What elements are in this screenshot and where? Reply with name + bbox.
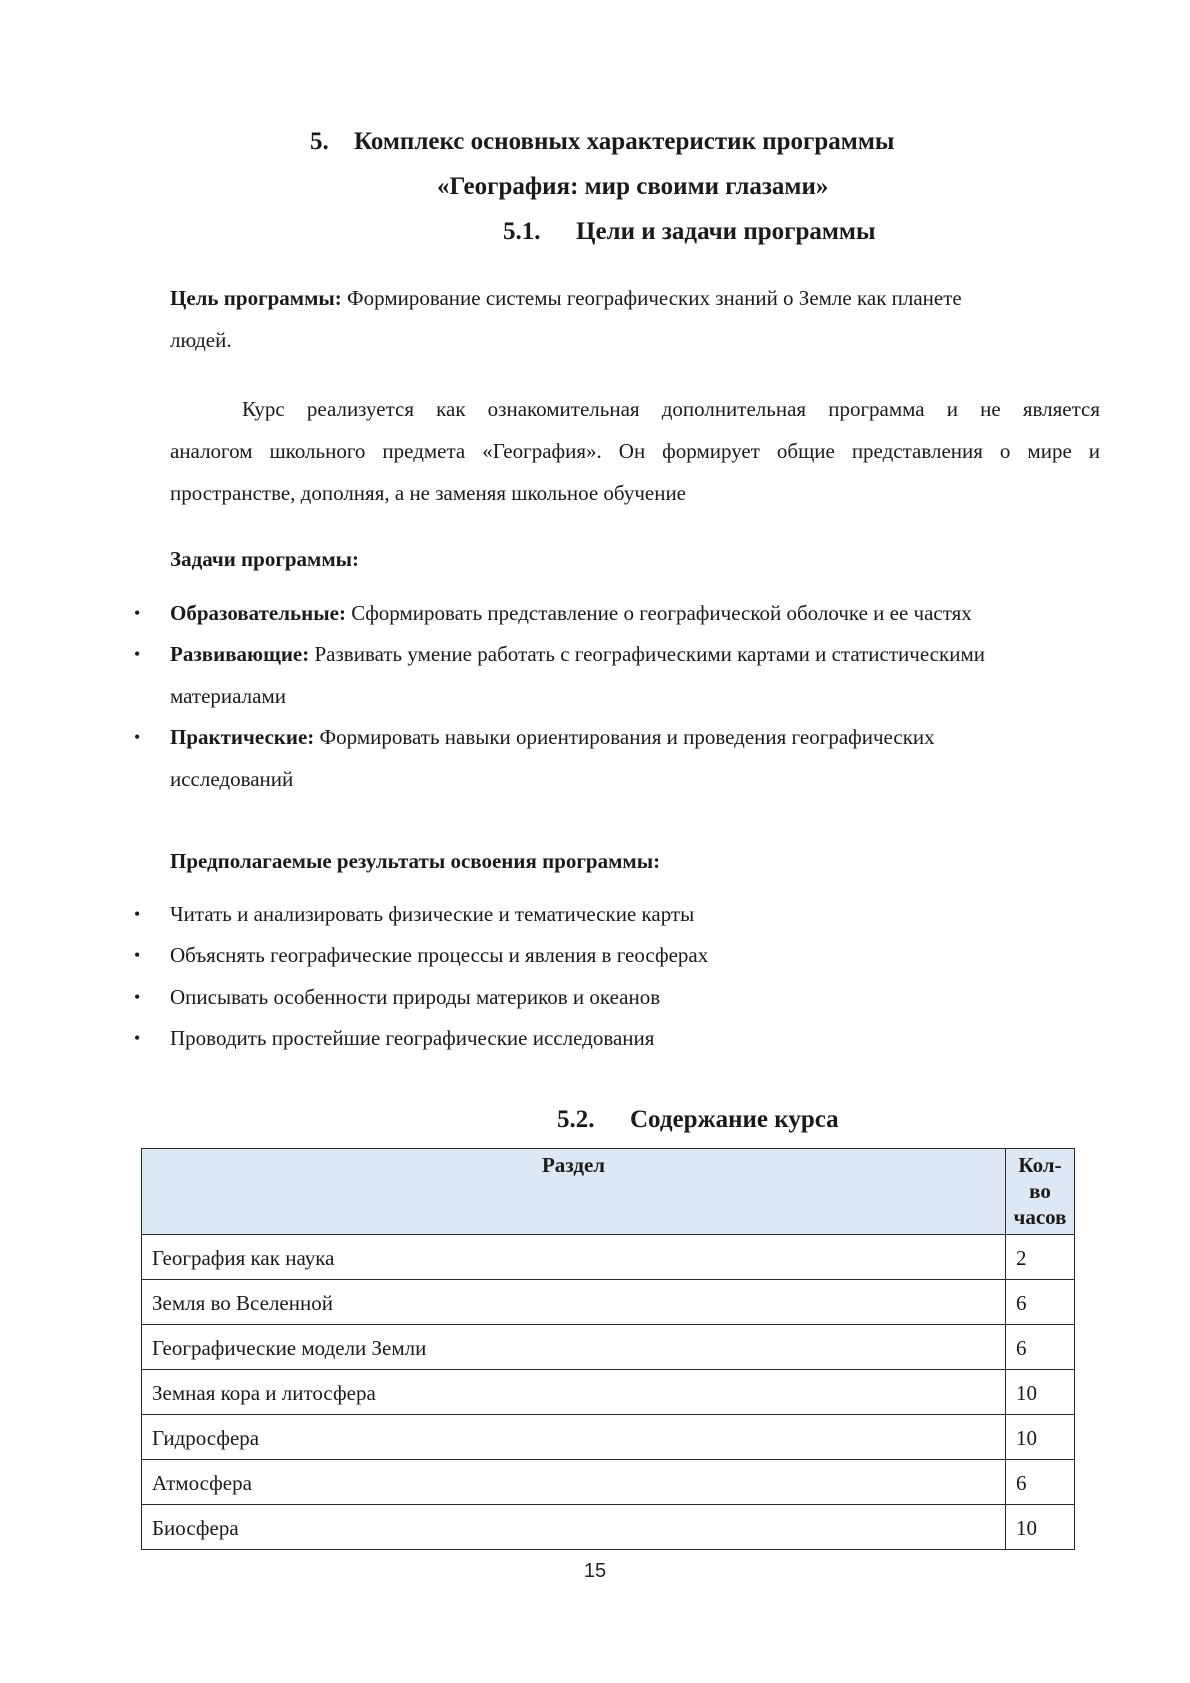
section-cell: География как наука — [142, 1235, 1006, 1280]
result-text: Проводить простейшие географические исследования — [170, 1026, 655, 1050]
hours-cell: 6 — [1006, 1325, 1075, 1370]
results-title: Предполагаемые результаты освоения программы: — [170, 849, 661, 873]
section-5-2-number: 5.2. — [557, 1106, 595, 1133]
column-header-hours: Кол- во часов — [1006, 1149, 1075, 1235]
goal-text: Формирование системы географических знаний о Земле как планете — [341, 286, 962, 310]
section-cell: Атмосфера — [142, 1460, 1006, 1505]
bullet-icon: • — [134, 1028, 141, 1048]
table-row — [142, 1415, 1075, 1460]
result-text: Читать и анализировать физические и тематические карты — [170, 902, 695, 926]
description-line: аналогом школьного предмета «География». Он формирует общие представления о мире и — [170, 439, 1100, 463]
table-row — [142, 1370, 1075, 1415]
task-text: Развивать умение работать с географическими картами и статистическими — [309, 642, 985, 666]
goal-text-continuation: людей. — [170, 328, 232, 352]
task-text: Сформировать представление о географической оболочке и ее частях — [345, 601, 972, 625]
table-row — [142, 1505, 1075, 1550]
task-text-continuation: материалами — [170, 684, 286, 708]
task-text: Формировать навыки ориентирования и проведения географических — [314, 725, 935, 749]
result-text: Описывать особенности природы материков и океанов — [170, 985, 661, 1009]
bullet-icon: • — [134, 987, 141, 1007]
task-label: Образовательные: — [170, 601, 346, 625]
section-cell: Географические модели Земли — [142, 1325, 1006, 1370]
hours-cell: 6 — [1006, 1280, 1075, 1325]
description-line: Курс реализуется как ознакомительная дополнительная программа и не является — [242, 397, 1100, 421]
section-cell: Биосфера — [142, 1505, 1006, 1550]
course-content-table — [141, 1148, 1075, 1550]
section-5-heading — [310, 127, 894, 157]
table-row — [142, 1280, 1075, 1325]
column-header-section: Раздел — [142, 1149, 1006, 1235]
section-5-1-heading — [503, 217, 875, 247]
table-row — [142, 1460, 1075, 1505]
section-cell: Гидросфера — [142, 1415, 1006, 1460]
bullet-icon: • — [134, 727, 141, 747]
page-number: 15 — [583, 1560, 607, 1582]
hours-cell: 2 — [1006, 1235, 1075, 1280]
section-cell: Земля во Вселенной — [142, 1280, 1006, 1325]
bullet-icon: • — [134, 945, 141, 965]
hours-cell: 10 — [1006, 1505, 1075, 1550]
hours-cell: 10 — [1006, 1370, 1075, 1415]
task-label: Развивающие: — [170, 642, 310, 666]
table-row — [142, 1325, 1075, 1370]
section-5-2-title: Содержание курса — [630, 1106, 839, 1133]
section-5-1-number: 5.1. — [503, 218, 541, 245]
hours-cell: 10 — [1006, 1415, 1075, 1460]
description-line: пространстве, дополняя, а не заменяя школьное обучение — [170, 481, 686, 505]
section-5-2-heading — [557, 1105, 839, 1135]
task-text-continuation: исследований — [170, 767, 294, 791]
section-5-title: Комплекс основных характеристик программы — [354, 128, 895, 155]
hours-cell: 6 — [1006, 1460, 1075, 1505]
program-name-heading: «География: мир своими глазами» — [437, 173, 829, 200]
description-paragraph — [170, 388, 1100, 514]
tasks-title: Задачи программы: — [170, 547, 360, 571]
result-text: Объяснять географические процессы и явления в геосферах — [170, 943, 709, 967]
section-5-number: 5. — [310, 128, 329, 155]
task-label: Практические: — [170, 725, 315, 749]
bullet-icon: • — [134, 644, 141, 664]
bullet-icon: • — [134, 603, 141, 623]
goal-label: Цель программы: — [170, 286, 342, 310]
table-row — [142, 1235, 1075, 1280]
table-header-row — [142, 1149, 1075, 1235]
section-cell: Земная кора и литосфера — [142, 1370, 1006, 1415]
goal-paragraph — [170, 277, 962, 319]
bullet-icon: • — [134, 904, 141, 924]
section-5-1-title: Цели и задачи программы — [576, 218, 876, 245]
